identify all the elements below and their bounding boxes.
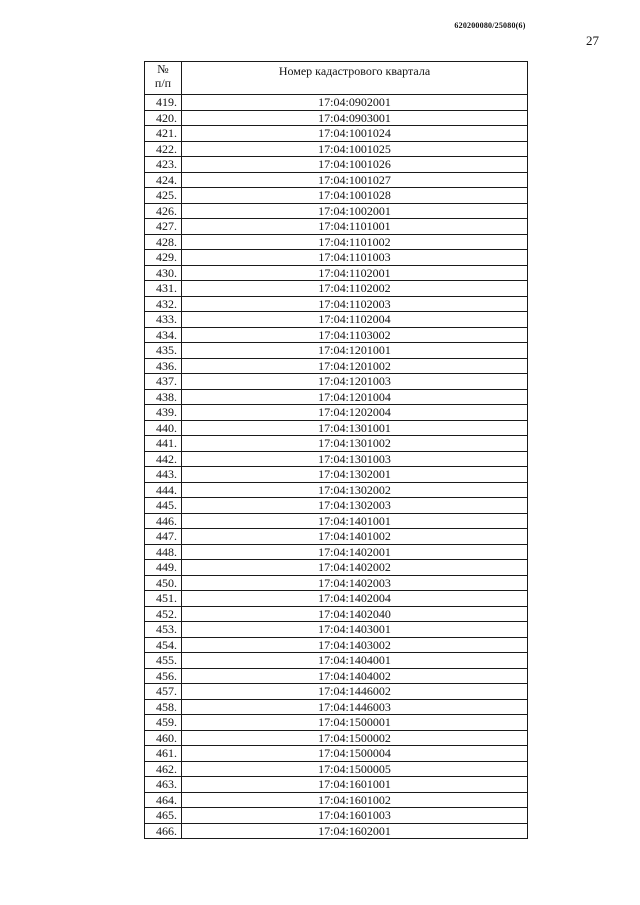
cadastral-number-cell: 17:04:1102003 — [182, 296, 528, 312]
row-number-cell: 466. — [145, 823, 182, 839]
row-number-cell: 453. — [145, 622, 182, 638]
cadastral-number-cell: 17:04:1404001 — [182, 653, 528, 669]
cadastral-number-cell: 17:04:1403002 — [182, 637, 528, 653]
table-row — [145, 699, 528, 715]
cadastral-number-cell: 17:04:1302002 — [182, 482, 528, 498]
cadastral-number-cell: 17:04:1102002 — [182, 281, 528, 297]
row-number-cell: 419. — [145, 95, 182, 111]
cadastral-number-cell: 17:04:1302001 — [182, 467, 528, 483]
row-number-cell: 427. — [145, 219, 182, 235]
row-number-cell: 420. — [145, 110, 182, 126]
cadastral-number-cell: 17:04:1101002 — [182, 234, 528, 250]
row-number-cell: 460. — [145, 730, 182, 746]
table-row — [145, 141, 528, 157]
row-number-cell: 438. — [145, 389, 182, 405]
cadastral-number-cell: 17:04:1102001 — [182, 265, 528, 281]
cadastral-number-cell: 17:04:1001024 — [182, 126, 528, 142]
row-number-cell: 458. — [145, 699, 182, 715]
cadastral-number-cell: 17:04:1001025 — [182, 141, 528, 157]
cadastral-number-cell: 17:04:1500002 — [182, 730, 528, 746]
table-row — [145, 730, 528, 746]
row-number-cell: 439. — [145, 405, 182, 421]
page-number: 27 — [586, 33, 599, 48]
table-row — [145, 544, 528, 560]
table-header — [145, 62, 528, 95]
table-row — [145, 777, 528, 793]
row-number-cell: 464. — [145, 792, 182, 808]
table-row — [145, 343, 528, 359]
column-header-number-line2: п/п — [154, 76, 172, 90]
row-number-cell: 447. — [145, 529, 182, 545]
cadastral-number-cell: 17:04:1301002 — [182, 436, 528, 452]
table-body — [145, 95, 528, 839]
table-row — [145, 823, 528, 839]
row-number-cell: 457. — [145, 684, 182, 700]
row-number-cell: 448. — [145, 544, 182, 560]
table-row — [145, 296, 528, 312]
cadastral-number-cell: 17:04:0903001 — [182, 110, 528, 126]
cadastral-number-cell: 17:04:1103002 — [182, 327, 528, 343]
table-row — [145, 715, 528, 731]
table-row — [145, 234, 528, 250]
row-number-cell: 437. — [145, 374, 182, 390]
cadastral-number-cell: 17:04:1446002 — [182, 684, 528, 700]
row-number-cell: 432. — [145, 296, 182, 312]
row-number-cell: 463. — [145, 777, 182, 793]
table-row — [145, 451, 528, 467]
table-row — [145, 126, 528, 142]
row-number-cell: 436. — [145, 358, 182, 374]
cadastral-number-cell: 17:04:1402001 — [182, 544, 528, 560]
row-number-cell: 455. — [145, 653, 182, 669]
row-number-cell: 433. — [145, 312, 182, 328]
table-row — [145, 513, 528, 529]
table-row — [145, 436, 528, 452]
cadastral-number-cell: 17:04:1301001 — [182, 420, 528, 436]
cadastral-number-cell: 17:04:1601003 — [182, 808, 528, 824]
table-row — [145, 591, 528, 607]
row-number-cell: 440. — [145, 420, 182, 436]
row-number-cell: 431. — [145, 281, 182, 297]
cadastral-number-cell: 17:04:1500001 — [182, 715, 528, 731]
row-number-cell: 443. — [145, 467, 182, 483]
cadastral-number-cell: 17:04:1403001 — [182, 622, 528, 638]
table-row — [145, 498, 528, 514]
row-number-cell: 423. — [145, 157, 182, 173]
cadastral-number-cell: 17:04:1446003 — [182, 699, 528, 715]
cadastral-number-cell: 17:04:1102004 — [182, 312, 528, 328]
cadastral-number-cell: 17:04:1401002 — [182, 529, 528, 545]
cadastral-number-cell: 17:04:1601002 — [182, 792, 528, 808]
row-number-cell: 446. — [145, 513, 182, 529]
table-row — [145, 389, 528, 405]
row-number-cell: 442. — [145, 451, 182, 467]
column-header-cadastral-number: Номер кадастрового квартала — [182, 62, 528, 95]
row-number-cell: 441. — [145, 436, 182, 452]
table-row — [145, 358, 528, 374]
row-number-cell: 459. — [145, 715, 182, 731]
row-number-cell: 424. — [145, 172, 182, 188]
cadastral-number-cell: 17:04:1602001 — [182, 823, 528, 839]
cadastral-quarters-table — [144, 61, 528, 839]
row-number-cell: 454. — [145, 637, 182, 653]
table-row — [145, 606, 528, 622]
table-row — [145, 420, 528, 436]
row-number-cell: 462. — [145, 761, 182, 777]
cadastral-number-cell: 17:04:1001028 — [182, 188, 528, 204]
cadastral-number-cell: 17:04:1500004 — [182, 746, 528, 762]
table-row — [145, 529, 528, 545]
table-row — [145, 746, 528, 762]
table-row — [145, 203, 528, 219]
cadastral-number-cell: 17:04:1201003 — [182, 374, 528, 390]
cadastral-number-cell: 17:04:1402040 — [182, 606, 528, 622]
row-number-cell: 422. — [145, 141, 182, 157]
table-row — [145, 172, 528, 188]
cadastral-number-cell: 17:04:1101001 — [182, 219, 528, 235]
table-row — [145, 622, 528, 638]
cadastral-number-cell: 17:04:1002001 — [182, 203, 528, 219]
row-number-cell: 450. — [145, 575, 182, 591]
cadastral-number-cell: 17:04:1201001 — [182, 343, 528, 359]
table-row — [145, 110, 528, 126]
table-row — [145, 250, 528, 266]
table-row — [145, 312, 528, 328]
row-number-cell: 428. — [145, 234, 182, 250]
table-row — [145, 482, 528, 498]
cadastral-number-cell: 17:04:1302003 — [182, 498, 528, 514]
table-row — [145, 467, 528, 483]
document-code: 620200080/25080(6) — [454, 21, 526, 30]
table-row — [145, 808, 528, 824]
cadastral-number-cell: 17:04:1101003 — [182, 250, 528, 266]
row-number-cell: 434. — [145, 327, 182, 343]
row-number-cell: 449. — [145, 560, 182, 576]
table-row — [145, 761, 528, 777]
cadastral-number-cell: 17:04:1201004 — [182, 389, 528, 405]
table-row — [145, 95, 528, 111]
table-row — [145, 668, 528, 684]
row-number-cell: 430. — [145, 265, 182, 281]
cadastral-number-cell: 17:04:1202004 — [182, 405, 528, 421]
cadastral-number-cell: 17:04:1500005 — [182, 761, 528, 777]
cadastral-number-cell: 17:04:1402004 — [182, 591, 528, 607]
row-number-cell: 465. — [145, 808, 182, 824]
row-number-cell: 452. — [145, 606, 182, 622]
cadastral-number-cell: 17:04:1301003 — [182, 451, 528, 467]
row-number-cell: 444. — [145, 482, 182, 498]
cadastral-number-cell: 17:04:0902001 — [182, 95, 528, 111]
table-row — [145, 374, 528, 390]
row-number-cell: 461. — [145, 746, 182, 762]
row-number-cell: 445. — [145, 498, 182, 514]
row-number-cell: 456. — [145, 668, 182, 684]
cadastral-number-cell: 17:04:1404002 — [182, 668, 528, 684]
column-header-number-line1: № — [157, 62, 169, 76]
row-number-cell: 435. — [145, 343, 182, 359]
cadastral-number-cell: 17:04:1401001 — [182, 513, 528, 529]
table-row — [145, 560, 528, 576]
row-number-cell: 426. — [145, 203, 182, 219]
cadastral-number-cell: 17:04:1402002 — [182, 560, 528, 576]
table-row — [145, 188, 528, 204]
row-number-cell: 429. — [145, 250, 182, 266]
cadastral-number-cell: 17:04:1402003 — [182, 575, 528, 591]
row-number-cell: 421. — [145, 126, 182, 142]
cadastral-number-cell: 17:04:1001026 — [182, 157, 528, 173]
cadastral-number-cell: 17:04:1201002 — [182, 358, 528, 374]
cadastral-number-cell: 17:04:1001027 — [182, 172, 528, 188]
cadastral-number-cell: 17:04:1601001 — [182, 777, 528, 793]
table-row — [145, 405, 528, 421]
row-number-cell: 451. — [145, 591, 182, 607]
table-row — [145, 653, 528, 669]
table-row — [145, 637, 528, 653]
table-header-row — [145, 62, 528, 95]
table-row — [145, 684, 528, 700]
table-row — [145, 157, 528, 173]
table-row — [145, 281, 528, 297]
column-header-number — [145, 62, 182, 95]
table-row — [145, 792, 528, 808]
table-row — [145, 575, 528, 591]
table-row — [145, 265, 528, 281]
table-row — [145, 219, 528, 235]
row-number-cell: 425. — [145, 188, 182, 204]
table-row — [145, 327, 528, 343]
